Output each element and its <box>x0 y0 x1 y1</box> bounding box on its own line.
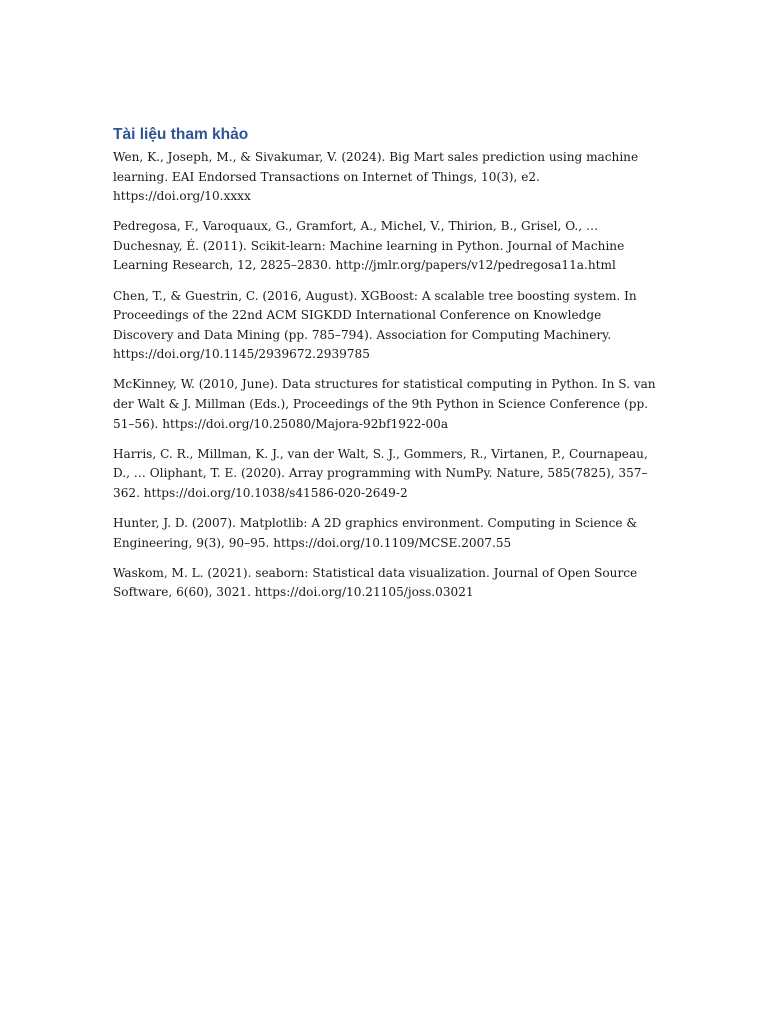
references-heading: Tài liệu tham khảo <box>113 126 249 143</box>
references-section <box>113 124 658 613</box>
reference-entry-wen-2024: Wen, K., Joseph, M., & Sivakumar, V. (2024). Big Mart sales prediction using machine learning. EAI Endorsed Transactions on Internet of Things, 10(3), e2. https://doi.org/10.xxxx <box>113 150 639 204</box>
reference-entry-pedregosa-2011: Pedregosa, F., Varoquaux, G., Gramfort, A., Michel, V., Thirion, B., Grisel, O., … Duchesnay, É. (2011). Scikit-learn: Machine learning in Python. Journal of Machine Learning Research, 12, 2825–2830. http://jmlr.org/papers/v12/pedregosa11a.html <box>113 219 625 273</box>
reference-entry-waskom-2021: Waskom, M. L. (2021). seaborn: Statistical data visualization. Journal of Open Source Software, 6(60), 3021. https://doi.org/10.21105/joss.03021 <box>113 565 638 600</box>
reference-entry-hunter-2007: Hunter, J. D. (2007). Matplotlib: A 2D graphics environment. Computing in Science & Engineering, 9(3), 90–95. https://doi.org/10.1109/MCSE.2007.55 <box>113 516 638 550</box>
reference-list <box>113 148 658 603</box>
reference-entry-harris-2020: Harris, C. R., Millman, K. J., van der Walt, S. J., Gommers, R., Virtanen, P., Cournapeau, D., … Oliphant, T. E. (2020). Array programming with NumPy. Nature, 585(7825), 357–362. https://doi.org/10.1038/s41586-020-2649-2 <box>113 446 648 500</box>
reference-entry-chen-2016: Chen, T., & Guestrin, C. (2016, August). XGBoost: A scalable tree boosting system. In Proceedings of the 22nd ACM SIGKDD International Conference on Knowledge Discovery and Data Mining (pp. 785–794). Association for Computing Machinery. https://doi.org/10.1145/2939672.2939785 <box>113 288 637 362</box>
reference-entry-mckinney-2010: McKinney, W. (2010, June). Data structures for statistical computing in Python. In S. van der Walt & J. Millman (Eds.), Proceedings of the 9th Python in Science Conference (pp. 51–56). https://doi.org/10.25080/Majora-92bf1922-00a <box>113 377 656 431</box>
